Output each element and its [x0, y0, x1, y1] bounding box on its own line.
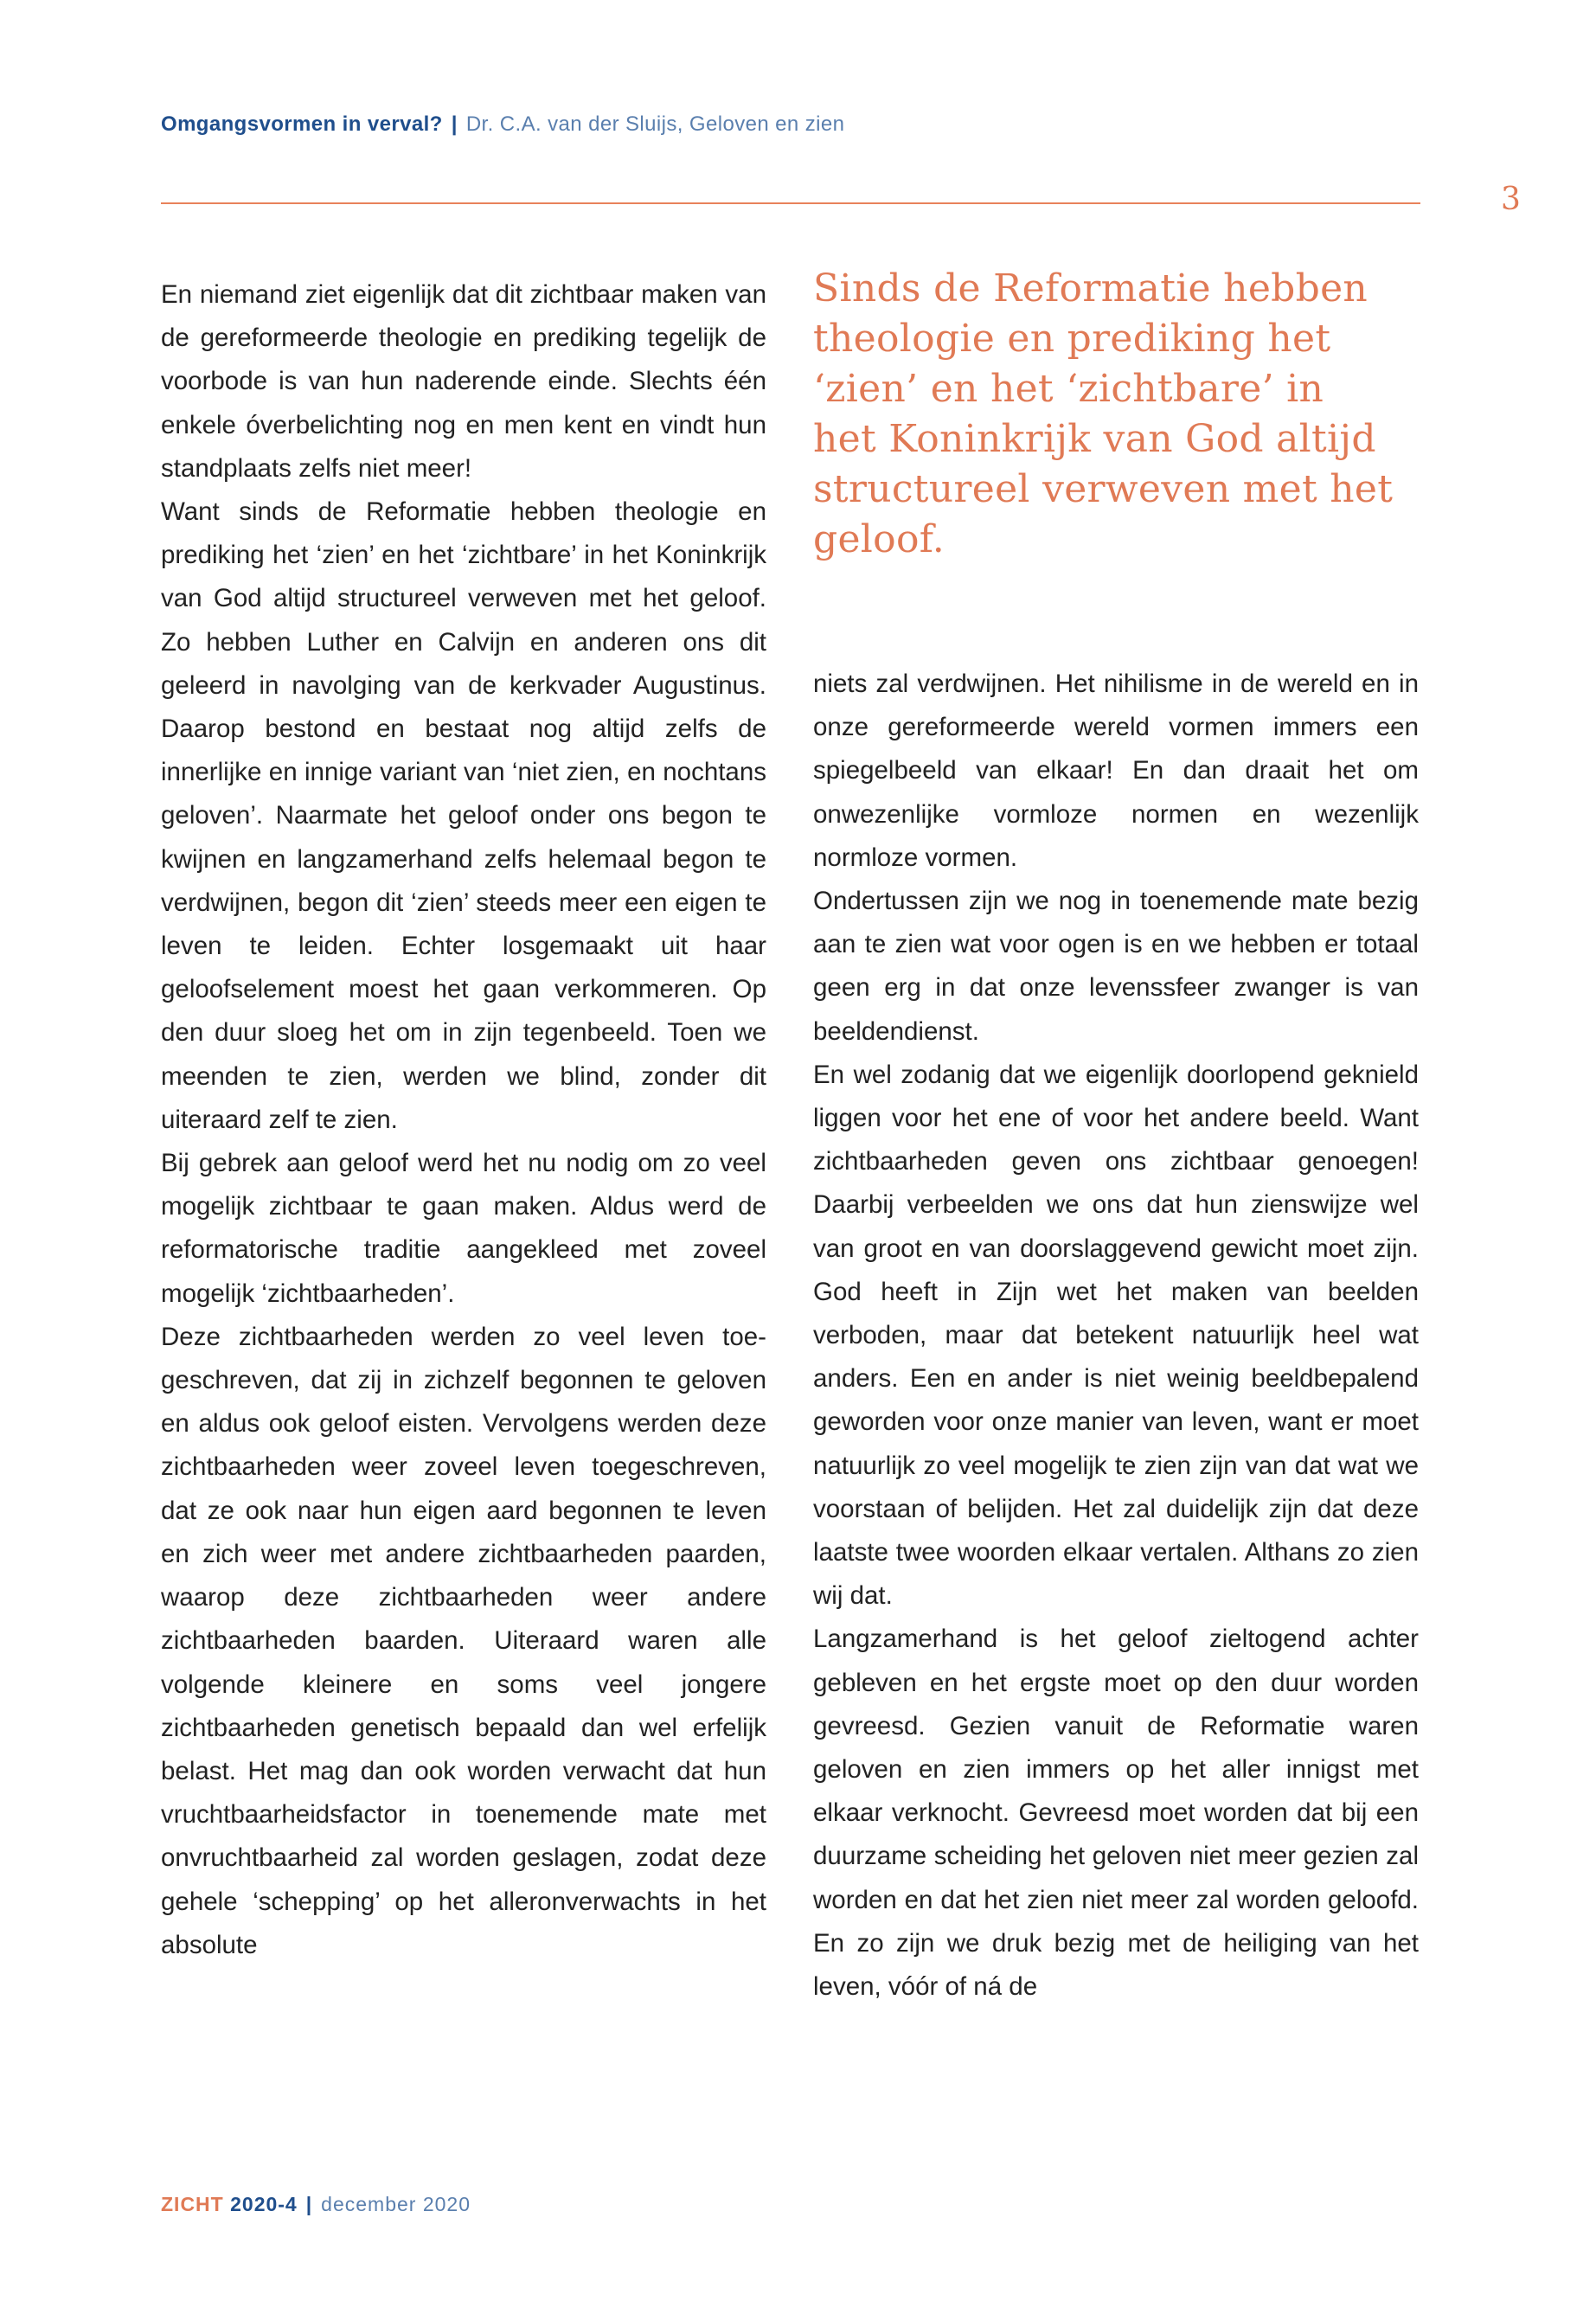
body-paragraph: En niemand ziet eigenlijk dat dit zichtbaar maken van de gereformeerde theologie en prediking tegelijk de voorbode is van hun naderende einde. Slechts één enkele óverbelichting nog en men kent en vindt hun standplaats zelfs niet meer! — [161, 280, 766, 483]
pull-quote-line: het Koninkrijk van God altijd — [813, 417, 1376, 461]
pull-quote-line: ‘zien’ en het ‘zichtbare’ in — [813, 367, 1324, 411]
pull-quote-line: geloof. — [813, 517, 945, 561]
running-header — [161, 112, 844, 137]
footer-date: december 2020 — [321, 2193, 471, 2215]
body-paragraph: Deze zichtbaarheden werden zo veel leven toegeschreven, dat zij in zichzelf begonnen te geloven en aldus ook geloof eisten. Vervolgens werden deze zichtbaarheden weer zoveel leven toegeschreven, dat ze ook naar hun eigen aard begonnen te leven en zich weer met andere zichtbaarheden paarden, waarop deze zichtbaarheden weer andere zichtbaarheden baarden. Uiteraard waren alle volgende kleinere en soms veel jongere zichtbaarheden genetisch bepaald dan wel erfelijk belast. Het mag dan ook worden verwacht dat hun vruchtbaarheidsfactor in toenemende mate met onvruchtbaarheid zal worden geslagen, zodat deze gehele ‘schepping’ op het alleronverwachts in het absolute — [161, 1322, 766, 1959]
body-paragraph: En wel zodanig dat we eigenlijk doorlopend geknield liggen voor het ene of voor het andere beeld. Want zichtbaarheden geven ons zichtbaar genoegen! Daarbij verbeelden we ons dat hun zienswijze wel van groot en van doorslaggevend gewicht moet zijn. God heeft in Zijn wet het maken van beelden verboden, maar dat betekent natuurlijk heel wat anders. Een en ander is niet weinig beeldbepalend geworden voor onze manier van leven, want er moet natuurlijk zo veel mogelijk te zien zijn van dat wat we voorstaan of belijden. Het zal duidelijk zijn dat deze laatste twee woorden elkaar vertalen. Althans zo zien wij dat. — [813, 1060, 1419, 1611]
header-separator: | — [451, 112, 458, 136]
body-paragraph: niets zal verdwijnen. Het nihilisme in de wereld en in onze gereformeerde wereld vormen immers een spiegelbeeld van elkaar! En dan draait het om onwezenlijke vormloze normen en wezenlijk normloze vormen. — [813, 670, 1419, 872]
pull-quote-line: structureel verweven met het — [813, 467, 1394, 511]
body-paragraph: Langzamerhand is het geloof zieltogend achter gebleven en het ergste moet op den duur worden gevreesd. Gezien vanuit de Reformatie waren geloven en zien immers op het aller innigst met elkaar verknocht. Gevreesd moet worden dat bij een duurzame scheiding het geloven niet meer gezien zal worden en dat het zien niet meer zal worden geloofd. En zo zijn we druk bezig met de heiliging van het leven, vóór of ná de — [813, 1625, 1419, 2002]
body-paragraph: Ondertussen zijn we nog in toenemende mate bezig aan te zien wat voor ogen is en we hebben er totaal geen erg in dat onze levenssfeer zwanger is van beeldendienst. — [813, 887, 1419, 1046]
running-footer — [161, 2193, 471, 2216]
pull-quote-line: theologie en prediking het — [813, 317, 1331, 361]
footer-separator: | — [305, 2193, 313, 2215]
header-subtitle: Dr. C.A. van der Sluijs, Geloven en zien — [465, 112, 845, 136]
footer-brand: ZICHT — [161, 2193, 224, 2215]
header-rule — [161, 202, 1420, 204]
body-paragraph: Bij gebrek aan geloof werd het nu nodig om zo veel mogelijk zichtbaar te gaan maken. Aldus werd de reformatorische traditie aangekleed met zoveel mogelijk ‘zichtbaarheden’. — [161, 1149, 766, 1308]
page-number: 3 — [1501, 182, 1521, 217]
pull-quote-line: Sinds de Reformatie hebben — [813, 266, 1368, 311]
header-title: Omgangsvormen in verval? — [161, 112, 443, 136]
right-column — [813, 663, 1419, 2009]
pull-quote — [813, 264, 1419, 565]
footer-issue: 2020-4 — [230, 2193, 298, 2215]
left-column — [161, 273, 766, 1967]
body-paragraph: Want sinds de Reformatie hebben theologie en prediking het ‘zien’ en het ‘zichtbare’ in het Koninkrijk van God altijd structureel verweven met het geloof. Zo hebben Luther en Calvijn en anderen ons dit geleerd in navolging van de kerkvader Augustinus. Daarop bestond en bestaat nog altijd zelfs de innerlijke en innige variant van ‘niet zien, en nochtans geloven’. Naarmate het geloof onder ons begon te kwijnen en langzamerhand zelfs helemaal begon te verdwijnen, begon dit ‘zien’ steeds meer een eigen te leven te leiden. Echter losgemaakt uit haar geloofselement moest het gaan verkommeren. Op den duur sloeg het om in zijn tegenbeeld. Toen we meenden te zien, werden we blind, zonder dit uiteraard zelf te zien. — [161, 497, 766, 1134]
